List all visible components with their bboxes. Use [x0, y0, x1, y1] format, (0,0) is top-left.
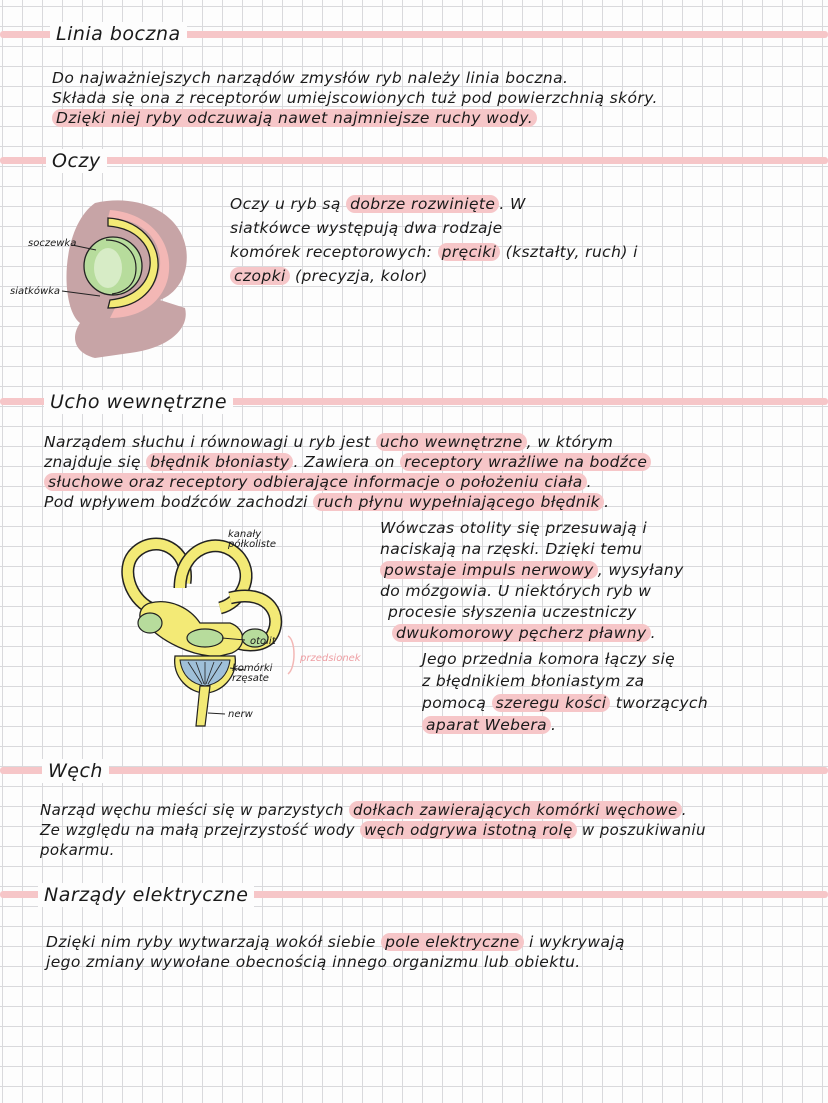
text: . [551, 716, 557, 734]
text-line: siatkówce występują dwa rodzaje [230, 219, 503, 237]
paragraph-oczy [230, 192, 638, 288]
text: . [604, 493, 610, 511]
highlight: receptory wrażliwe na bodźce [400, 453, 651, 471]
text-line: Jego przednia komora łączy się [422, 650, 676, 668]
label-nerve: nerw [228, 709, 253, 720]
heading-ucho: Ucho wewnętrzne [44, 390, 233, 414]
paragraph-ucho-top [44, 432, 651, 512]
label-hair-cells: komórki rzęsate [232, 663, 273, 684]
highlight: Dzięki niej ryby odczuwają nawet najmniejsze ruchy wody. [52, 109, 537, 127]
text: w poszukiwaniu [581, 821, 706, 839]
text: Narządem słuchu i równowagi u ryb jest [44, 433, 371, 451]
highlight: dobrze rozwinięte [346, 195, 499, 213]
text: Oczy u ryb są [230, 195, 341, 213]
highlight: dołkach zawierających komórki węchowe [349, 801, 682, 819]
highlight: ucho wewnętrzne [376, 433, 527, 451]
text: . [586, 473, 592, 491]
text-line: jego zmiany wywołane obecnością innego organizmu lub obiektu. [46, 953, 581, 971]
text-line: Do najważniejszych narządów zmysłów ryb należy linia boczna. [52, 69, 569, 87]
paragraph-ucho-right-2 [422, 648, 708, 736]
text-line [422, 692, 708, 714]
label-lens: soczewka [28, 238, 77, 249]
text: , wysyłany [597, 561, 684, 579]
text: . W [499, 195, 526, 213]
text-line [46, 932, 625, 952]
text: Dzięki nim ryby wytwarzają wokół siebie [46, 933, 376, 951]
text: Pod wpływem bodźców zachodzi [44, 493, 308, 511]
text: znajduje się [44, 453, 141, 471]
ampulla-left [138, 613, 162, 633]
highlight: czopki [230, 267, 290, 285]
section-rule [0, 767, 828, 774]
text: . Zawiera on [293, 453, 395, 471]
text: komórek receptorowych: [230, 243, 433, 261]
lens-highlight [94, 248, 122, 288]
text-line [44, 472, 651, 492]
text-line: do mózgowia. U niektórych ryb w [380, 582, 652, 600]
text: (kształty, ruch) i [505, 243, 638, 261]
text: pomocą [422, 694, 487, 712]
label-otolith: otolit [250, 636, 276, 647]
text-line [422, 714, 708, 736]
heading-elektryczne: Narządy elektryczne [38, 883, 254, 907]
highlight: powstaje impuls nerwowy [380, 561, 598, 579]
highlight: pręciki [438, 243, 501, 261]
text-line: naciskają na rzęski. Dzięki temu [380, 540, 643, 558]
text-line: z błędnikiem błoniastym za [422, 672, 645, 690]
text-line [40, 820, 706, 840]
text-line [44, 492, 651, 512]
eye-diagram [0, 188, 200, 368]
label-retina: siatkówka [10, 286, 61, 297]
text-line: Wówczas otolity się przesuwają i [380, 519, 648, 537]
highlight: słuchowe oraz receptory odbierające informacje o położeniu ciała [44, 473, 587, 491]
highlight: szeregu kości [492, 694, 611, 712]
heading-oczy: Oczy [46, 149, 107, 173]
text-line [380, 623, 684, 644]
highlight: pole elektryczne [381, 933, 524, 951]
text-line [380, 560, 684, 581]
vestibule-bracket [288, 636, 294, 674]
text: i wykrywają [528, 933, 625, 951]
text-line [230, 264, 638, 288]
text-line [230, 240, 638, 264]
text: Narząd węchu mieści się w parzystych [40, 801, 344, 819]
text-line [40, 800, 706, 820]
paragraph-wech [40, 800, 706, 860]
text-line [230, 192, 638, 216]
inner-ear-diagram [110, 528, 300, 728]
text: tworzących [615, 694, 709, 712]
paragraph-elektryczne [46, 932, 625, 972]
text-line [44, 452, 651, 472]
otolith-shape [187, 629, 223, 647]
nerve-pointer [208, 713, 225, 714]
text-line: pokarmu. [40, 841, 115, 859]
text-line: procesie słyszenia uczestniczy [388, 603, 637, 621]
text: Ze względu na małą przejrzystość wody [40, 821, 355, 839]
highlight: węch odgrywa istotną rolę [360, 821, 577, 839]
text: . [681, 801, 687, 819]
paragraph-linia-boczna [52, 68, 658, 128]
text: . [650, 624, 656, 642]
highlight: błędnik błoniasty [146, 453, 293, 471]
text-line: Składa się ona z receptorów umiejscowionych tuż pod powierzchnią skóry. [52, 89, 658, 107]
highlight: dwukomorowy pęcherz pławny [392, 624, 651, 642]
heading-linia-boczna: Linia boczna [50, 22, 187, 46]
text: (precyzja, kolor) [295, 267, 428, 285]
label-vestibule: przedsionek [300, 653, 361, 664]
label-canals: kanały półkoliste [228, 529, 277, 550]
heading-wech: Węch [42, 759, 109, 783]
text-line [52, 108, 658, 128]
paragraph-ucho-right-1 [380, 518, 684, 644]
text: , w którym [526, 433, 614, 451]
highlight: ruch płynu wypełniającego błędnik [313, 493, 604, 511]
text-line [44, 432, 651, 452]
section-rule [0, 157, 828, 164]
highlight: aparat Webera [422, 716, 551, 734]
